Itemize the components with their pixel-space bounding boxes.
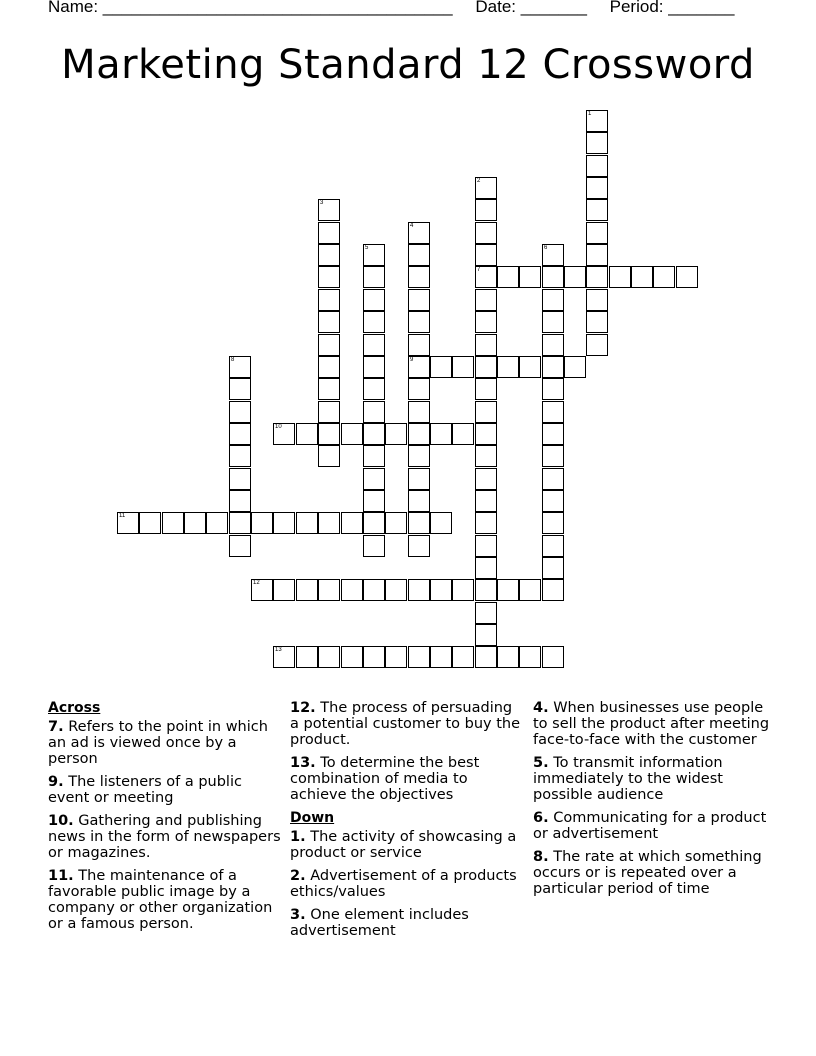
grid-cell[interactable]	[363, 535, 385, 557]
clue-number: 5.	[533, 755, 549, 771]
grid-cell[interactable]	[408, 222, 430, 244]
grid-cell[interactable]	[296, 423, 318, 445]
clue-number: 11.	[48, 868, 74, 884]
grid-cell[interactable]	[341, 423, 363, 445]
grid-cell[interactable]	[408, 490, 430, 512]
grid-cell[interactable]	[430, 646, 452, 668]
grid-cell[interactable]	[408, 334, 430, 356]
grid-cell[interactable]	[229, 378, 251, 400]
grid-cell[interactable]	[363, 266, 385, 288]
grid-cell[interactable]	[475, 557, 497, 579]
clue-number: 12.	[290, 700, 316, 716]
grid-cell[interactable]	[229, 468, 251, 490]
grid-cell[interactable]	[318, 512, 340, 534]
grid-cell[interactable]	[452, 646, 474, 668]
cell-number: 13	[275, 647, 282, 653]
grid-cell[interactable]	[676, 266, 698, 288]
clue-across-11	[48, 868, 283, 932]
name-field[interactable]: Name: _____________________________________	[48, 0, 453, 16]
grid-cell[interactable]	[586, 155, 608, 177]
grid-cell[interactable]	[542, 289, 564, 311]
grid-cell[interactable]	[475, 289, 497, 311]
grid-cell[interactable]	[475, 356, 497, 378]
grid-cell[interactable]	[586, 222, 608, 244]
grid-cell[interactable]	[318, 378, 340, 400]
grid-cell[interactable]	[542, 378, 564, 400]
grid-cell[interactable]	[229, 490, 251, 512]
grid-cell[interactable]	[542, 512, 564, 534]
grid-cell[interactable]	[385, 646, 407, 668]
grid-cell[interactable]	[497, 579, 519, 601]
grid-cell[interactable]	[318, 356, 340, 378]
grid-cell[interactable]	[452, 423, 474, 445]
clue-down-2	[290, 868, 525, 900]
grid-cell[interactable]	[475, 624, 497, 646]
grid-cell[interactable]	[139, 512, 161, 534]
grid-cell[interactable]	[497, 266, 519, 288]
grid-cell[interactable]	[475, 512, 497, 534]
grid-cell[interactable]	[452, 356, 474, 378]
grid-cell[interactable]	[475, 602, 497, 624]
cell-number: 7	[477, 267, 481, 273]
period-field[interactable]: Period: _______	[609, 0, 735, 16]
grid-cell[interactable]	[475, 490, 497, 512]
grid-cell[interactable]	[341, 512, 363, 534]
grid-cell[interactable]	[318, 401, 340, 423]
clue-down-3	[290, 907, 525, 939]
grid-cell[interactable]	[341, 579, 363, 601]
grid-cell[interactable]	[475, 646, 497, 668]
grid-cell[interactable]	[318, 222, 340, 244]
grid-cell[interactable]	[184, 512, 206, 534]
clue-text: Gathering and publishing news in the form of newspapers or magazines.	[48, 813, 281, 861]
date-field[interactable]: Date: _______	[475, 0, 587, 16]
grid-cell[interactable]	[542, 579, 564, 601]
clue-number: 1.	[290, 829, 306, 845]
grid-cell[interactable]	[475, 177, 497, 199]
grid-cell[interactable]	[363, 468, 385, 490]
grid-cell[interactable]	[430, 512, 452, 534]
grid-cell[interactable]	[162, 512, 184, 534]
grid-cell[interactable]	[385, 423, 407, 445]
grid-cell[interactable]	[408, 401, 430, 423]
grid-cell[interactable]	[653, 266, 675, 288]
grid-cell[interactable]	[542, 557, 564, 579]
grid-cell[interactable]	[564, 356, 586, 378]
grid-cell[interactable]	[586, 199, 608, 221]
grid-cell[interactable]	[475, 401, 497, 423]
grid-cell[interactable]	[363, 646, 385, 668]
grid-cell[interactable]	[408, 266, 430, 288]
grid-cell[interactable]	[363, 445, 385, 467]
grid-cell[interactable]	[542, 535, 564, 557]
clue-across-10	[48, 813, 283, 861]
grid-cell[interactable]	[229, 512, 251, 534]
grid-cell[interactable]	[542, 423, 564, 445]
grid-cell[interactable]	[519, 266, 541, 288]
grid-cell[interactable]	[363, 334, 385, 356]
grid-cell[interactable]	[408, 244, 430, 266]
grid-cell[interactable]	[318, 199, 340, 221]
clue-text: One element includes advertisement	[290, 907, 469, 939]
cell-number: 2	[477, 178, 481, 184]
grid-cell[interactable]	[229, 423, 251, 445]
grid-cell[interactable]	[586, 334, 608, 356]
clue-down-6	[533, 810, 773, 842]
grid-cell[interactable]	[542, 646, 564, 668]
grid-cell[interactable]	[519, 646, 541, 668]
grid-cell[interactable]	[497, 356, 519, 378]
grid-cell[interactable]	[586, 110, 608, 132]
clue-text: To determine the best combination of media to achieve the objectives	[290, 755, 480, 803]
grid-cell[interactable]	[318, 423, 340, 445]
grid-cell[interactable]	[475, 468, 497, 490]
clue-text: To transmit information immediately to the widest possible audience	[533, 755, 723, 803]
grid-cell[interactable]	[586, 266, 608, 288]
grid-cell[interactable]	[363, 512, 385, 534]
cell-number: 9	[410, 357, 414, 363]
grid-cell[interactable]	[475, 266, 497, 288]
clue-text: The activity of showcasing a product or service	[290, 829, 517, 861]
clue-number: 8.	[533, 849, 549, 865]
grid-cell[interactable]	[363, 490, 385, 512]
clue-number: 4.	[533, 700, 549, 716]
grid-cell[interactable]	[318, 289, 340, 311]
grid-cell[interactable]	[564, 266, 586, 288]
grid-cell[interactable]	[542, 244, 564, 266]
grid-cell[interactable]	[631, 266, 653, 288]
grid-cell[interactable]	[408, 356, 430, 378]
grid-cell[interactable]	[363, 579, 385, 601]
grid-cell[interactable]	[542, 490, 564, 512]
clue-text: The rate at which something occurs or is repeated over a particular period of time	[533, 849, 762, 897]
grid-cell[interactable]	[363, 423, 385, 445]
grid-cell[interactable]	[586, 289, 608, 311]
grid-cell[interactable]	[385, 579, 407, 601]
grid-cell[interactable]	[408, 445, 430, 467]
grid-cell[interactable]	[318, 311, 340, 333]
grid-cell[interactable]	[475, 579, 497, 601]
cell-number: 5	[365, 245, 369, 251]
grid-cell[interactable]	[586, 132, 608, 154]
grid-cell[interactable]	[408, 311, 430, 333]
down-heading: Down	[290, 810, 335, 826]
grid-cell[interactable]	[475, 334, 497, 356]
grid-cell[interactable]	[229, 356, 251, 378]
grid-cell[interactable]	[408, 468, 430, 490]
clue-across-9	[48, 774, 283, 806]
cell-number: 4	[410, 223, 414, 229]
grid-cell[interactable]	[273, 423, 295, 445]
grid-cell[interactable]	[363, 289, 385, 311]
grid-cell[interactable]	[475, 222, 497, 244]
clue-down-5	[533, 755, 773, 803]
clue-text: The process of persuading a potential customer to buy the product.	[290, 700, 521, 748]
across-heading: Across	[48, 700, 101, 716]
clue-number: 9.	[48, 774, 64, 790]
grid-cell[interactable]	[408, 512, 430, 534]
page-title: Marketing Standard 12 Crossword	[61, 42, 755, 88]
clue-down-8	[533, 849, 773, 897]
grid-cell[interactable]	[318, 646, 340, 668]
clues-column-3	[533, 700, 773, 904]
grid-cell[interactable]	[542, 356, 564, 378]
grid-cell[interactable]	[117, 512, 139, 534]
grid-cell[interactable]	[497, 646, 519, 668]
grid-cell[interactable]	[318, 244, 340, 266]
grid-cell[interactable]	[475, 199, 497, 221]
grid-cell[interactable]	[251, 579, 273, 601]
grid-cell[interactable]	[251, 512, 273, 534]
grid-cell[interactable]	[452, 579, 474, 601]
clue-text: Advertisement of a products ethics/values	[290, 868, 517, 900]
grid-cell[interactable]	[430, 356, 452, 378]
grid-cell[interactable]	[273, 579, 295, 601]
grid-cell[interactable]	[385, 512, 407, 534]
grid-cell[interactable]	[542, 334, 564, 356]
grid-cell[interactable]	[542, 445, 564, 467]
grid-cell[interactable]	[296, 646, 318, 668]
clue-down-4	[533, 700, 773, 748]
clue-number: 13.	[290, 755, 316, 771]
clues-column-1	[48, 700, 283, 939]
grid-cell[interactable]	[408, 646, 430, 668]
grid-cell[interactable]	[586, 311, 608, 333]
grid-cell[interactable]	[542, 468, 564, 490]
clue-across-12	[290, 700, 525, 748]
clue-number: 2.	[290, 868, 306, 884]
clue-across-7	[48, 719, 283, 767]
grid-cell[interactable]	[318, 266, 340, 288]
cell-number: 3	[320, 200, 324, 206]
grid-cell[interactable]	[273, 512, 295, 534]
grid-cell[interactable]	[542, 401, 564, 423]
clue-text: Refers to the point in which an ad is viewed once by a person	[48, 719, 268, 767]
grid-cell[interactable]	[475, 378, 497, 400]
grid-cell[interactable]	[318, 334, 340, 356]
grid-cell[interactable]	[586, 244, 608, 266]
grid-cell[interactable]	[206, 512, 228, 534]
clue-number: 10.	[48, 813, 74, 829]
clue-down-1	[290, 829, 525, 861]
clue-text: When businesses use people to sell the product after meeting face-to-face with the customer	[533, 700, 770, 748]
cell-number: 12	[253, 580, 260, 586]
clues-column-2	[290, 700, 525, 946]
grid-cell[interactable]	[363, 311, 385, 333]
grid-cell[interactable]	[341, 646, 363, 668]
grid-cell[interactable]	[609, 266, 631, 288]
grid-cell[interactable]	[475, 423, 497, 445]
grid-cell[interactable]	[519, 356, 541, 378]
grid-cell[interactable]	[408, 289, 430, 311]
grid-cell[interactable]	[363, 244, 385, 266]
grid-cell[interactable]	[408, 579, 430, 601]
grid-cell[interactable]	[586, 177, 608, 199]
grid-cell[interactable]	[363, 401, 385, 423]
grid-cell[interactable]	[363, 378, 385, 400]
grid-cell[interactable]	[273, 646, 295, 668]
grid-cell[interactable]	[475, 244, 497, 266]
grid-cell[interactable]	[318, 445, 340, 467]
grid-cell[interactable]	[542, 266, 564, 288]
grid-cell[interactable]	[296, 512, 318, 534]
grid-cell[interactable]	[229, 445, 251, 467]
grid-cell[interactable]	[408, 423, 430, 445]
cell-number: 11	[119, 513, 126, 519]
grid-cell[interactable]	[430, 423, 452, 445]
clue-number: 3.	[290, 907, 306, 923]
grid-cell[interactable]	[408, 535, 430, 557]
grid-cell[interactable]	[229, 401, 251, 423]
cell-number: 1	[588, 111, 592, 117]
grid-cell[interactable]	[475, 535, 497, 557]
grid-cell[interactable]	[475, 445, 497, 467]
clue-text: Communicating for a product or advertisement	[533, 810, 767, 842]
clue-text: The listeners of a public event or meeting	[48, 774, 242, 806]
clue-number: 7.	[48, 719, 64, 735]
grid-cell[interactable]	[475, 311, 497, 333]
grid-cell[interactable]	[363, 356, 385, 378]
clue-text: The maintenance of a favorable public image by a company or other organization or a famous person.	[48, 868, 273, 932]
grid-cell[interactable]	[542, 311, 564, 333]
clue-across-13	[290, 755, 525, 803]
grid-cell[interactable]	[430, 579, 452, 601]
grid-cell[interactable]	[519, 579, 541, 601]
cell-number: 10	[275, 424, 282, 430]
cell-number: 6	[544, 245, 548, 251]
grid-cell[interactable]	[296, 579, 318, 601]
grid-cell[interactable]	[408, 378, 430, 400]
cell-number: 8	[231, 357, 235, 363]
grid-cell[interactable]	[229, 535, 251, 557]
grid-cell[interactable]	[318, 579, 340, 601]
clue-number: 6.	[533, 810, 549, 826]
